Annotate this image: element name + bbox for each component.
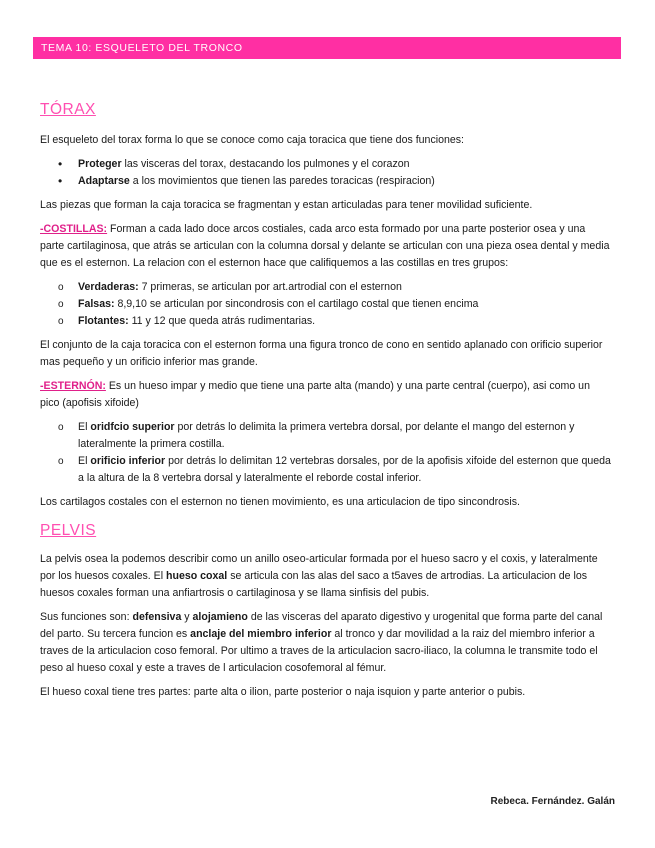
section-banner: TEMA 10: ESQUELETO DEL TRONCO	[33, 37, 621, 59]
author-signature: Rebeca. Fernández. Galán	[490, 796, 615, 807]
pieces-paragraph: Las piezas que forman la caja toracica se fragmentan y estan articuladas para tener movilidad suficiente.	[40, 199, 533, 211]
list-item: o Falsas: 8,9,10 se articulan por sincondrosis con el cartilago costal que tienen encima	[40, 296, 612, 313]
list-item: o Verdaderas: 7 primeras, se articulan por art.artrodial con el esternon	[40, 279, 612, 296]
functions-list	[40, 156, 612, 190]
pelvis-paragraph-1: La pelvis osea la podemos describir como un anillo oseo-articular formada por el hueso sacro y el coxis, y lateralmente por los huesos coxales. El hueso coxal se articula con las alas del saco a t5aves de artrodias. La articulacion de los huesos coxales forman una anfiartrosis o cartilaginosa y se llama sinfisis del pubis.	[40, 553, 598, 599]
cono-paragraph: El conjunto de la caja toracica con el esternon forma una figura tronco de cono en sentido aplanado con orificio superior mas pequeño y un orificio inferior mas grande.	[40, 339, 603, 368]
costillas-groups	[40, 279, 612, 330]
torax-intro: El esqueleto del torax forma lo que se conoce como caja toracica que tiene dos funciones:	[40, 134, 465, 146]
document-body	[40, 100, 612, 701]
costillas-label: -COSTILLAS:	[40, 223, 108, 235]
pelvis-paragraph-3: El hueso coxal tiene tres partes: parte alta o ilion, parte posterior o naja isquion y parte anterior o pubis.	[40, 686, 526, 698]
esternon-paragraph: -ESTERNÓN: Es un hueso impar y medio que tiene una parte alta (mando) y una parte central (cuerpo), asi como un pico (apofisis xifoide)	[40, 380, 590, 409]
orificios-list	[40, 419, 612, 487]
list-item: • Proteger las visceras del torax, destacando los pulmones y el corazon	[40, 156, 612, 173]
esternon-label: -ESTERNÓN:	[40, 380, 106, 392]
cartilagos-paragraph: Los cartilagos costales con el esternon no tienen movimiento, es una articulacion de tipo sincondrosis.	[40, 496, 520, 508]
list-item: o El orificio inferior por detrás lo delimitan 12 vertebras dorsales, por de la apofisis xifoide del esternon que queda a la altura de la 8 vertebra dorsal y lateralmente el reborde costal inferior.	[40, 453, 612, 487]
pelvis-paragraph-2: Sus funciones son: defensiva y alojamieno de las visceras del aparato digestivo y urogenital que forma parte del canal del parto. Su tercera funcion es anclaje del miembro inferior al tronco y dar movilidad a la raiz del miembro inferior a traves de la articulacion coso femoral. Por ultimo a traves de la articulacion sacro-iliaco, la columna le transmite todo el peso al hueso coxal y este a traves de l articulacion cosofemoral al fémur.	[40, 611, 603, 674]
heading-pelvis: PELVIS	[40, 522, 97, 539]
heading-torax: TÓRAX	[40, 101, 96, 118]
list-item: o Flotantes: 11 y 12 que queda atrás rudimentarias.	[40, 313, 612, 330]
list-item: o El oridfcio superior por detrás lo delimita la primera vertebra dorsal, por delante el mango del esternon y lateralmente la primera costilla.	[40, 419, 612, 453]
costillas-paragraph: -COSTILLAS: Forman a cada lado doce arcos costiales, cada arco esta formado por una parte posterior osea y una parte cartilaginosa, que atrás se articulan con la columna dorsal y delante se articulan con una pieza osea dental y media que es el esternon. La relacion con el esternon hace que califiquemos a las costillas en tres grupos:	[40, 223, 610, 269]
list-item: • Adaptarse a los movimientos que tienen las paredes toracicas (respiracion)	[40, 173, 612, 190]
